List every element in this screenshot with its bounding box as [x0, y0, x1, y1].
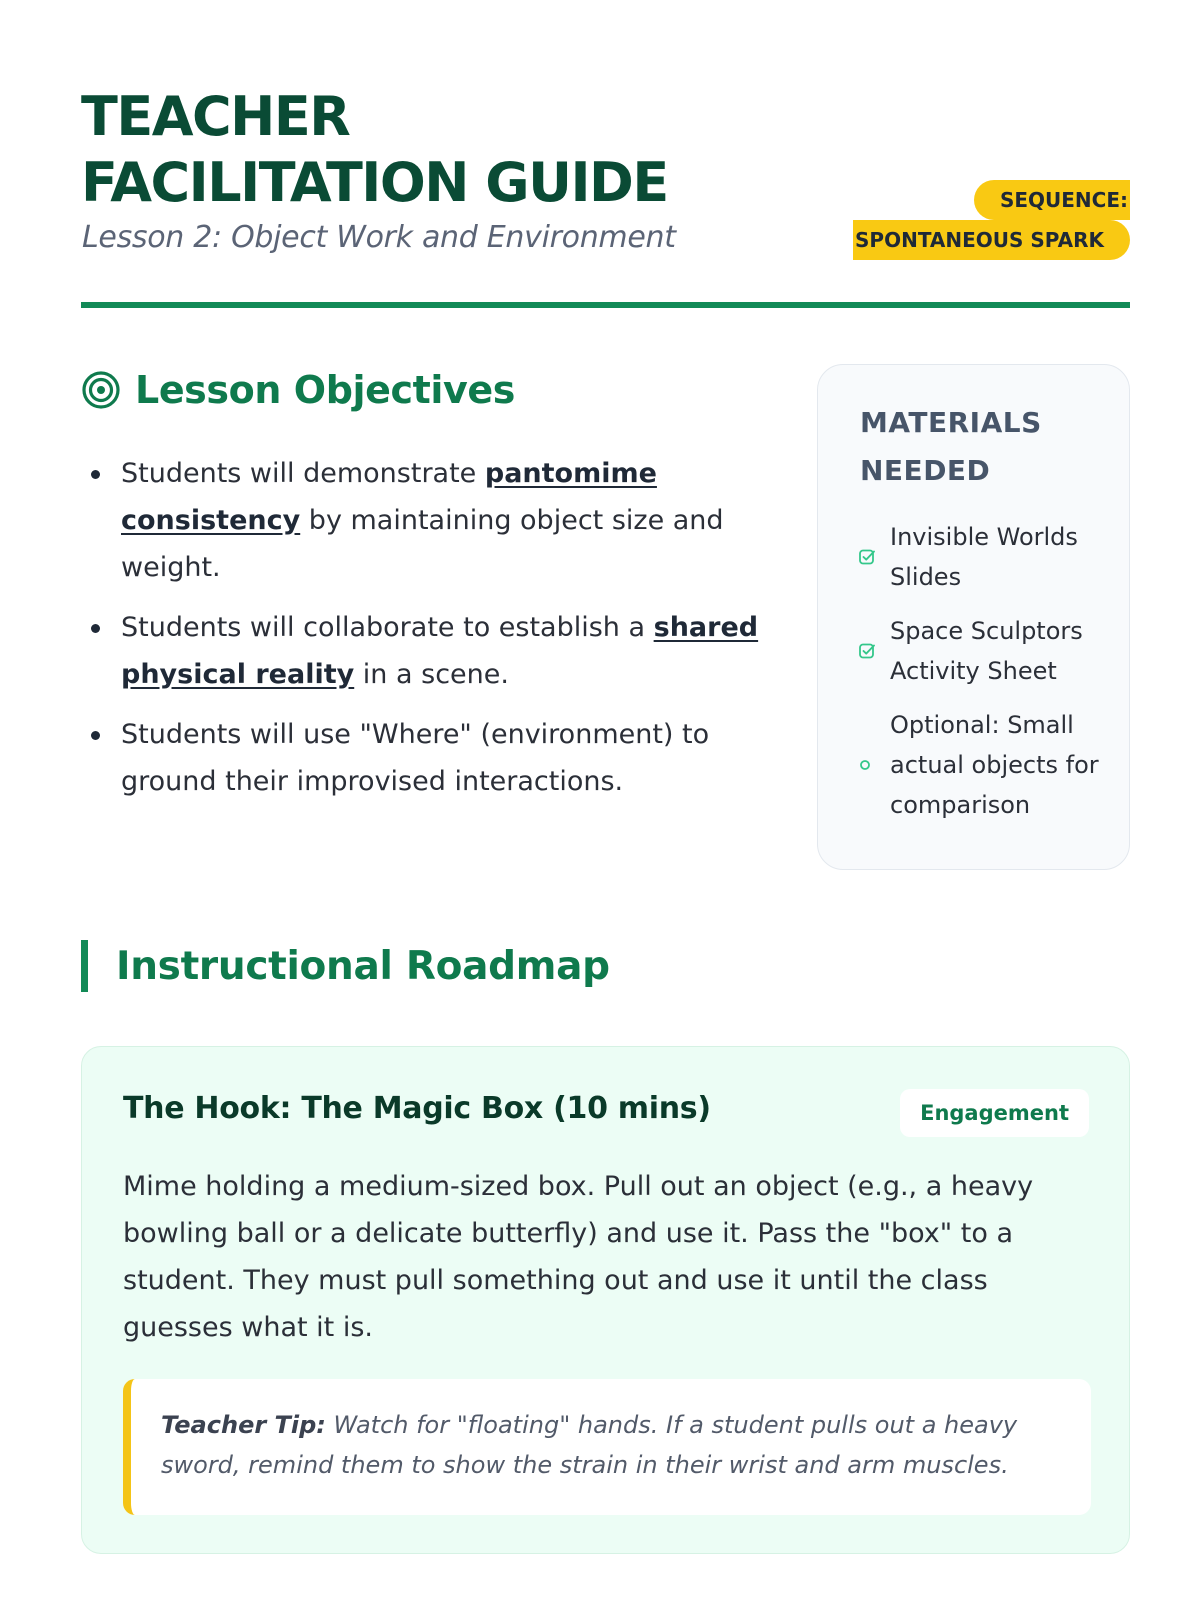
page-subtitle: Lesson 2: Object Work and Environment [82, 220, 676, 255]
objective-item [81, 450, 771, 591]
material-item [858, 517, 1118, 597]
engagement-tag: Engagement [900, 1089, 1089, 1137]
material-text: Optional: Small actual objects for comparison [890, 711, 1099, 819]
material-item [858, 705, 1118, 825]
page-header [81, 84, 1130, 310]
materials-title: MATERIALS NEEDED [860, 406, 1042, 487]
objective-text: by maintaining object size and weight. [121, 505, 724, 583]
page-title-line-2: FACILITATION GUIDE [81, 151, 668, 214]
materials-list [858, 517, 1118, 839]
objectives-title: Lesson Objectives [135, 368, 515, 412]
teacher-tip-text: Watch for "floating" hands. If a student pulls out a heavy sword, remind them to show the strain in their wrist and arm muscles. [161, 1411, 1018, 1479]
sequence-badge-label: SEQUENCE: [974, 180, 1130, 220]
objective-text: in a scene. [354, 659, 509, 690]
material-text: Space Sculptors Activity Sheet [890, 617, 1083, 685]
roadmap-title: Instructional Roadmap [116, 943, 610, 989]
teacher-tip-label: Teacher Tip: [161, 1411, 326, 1439]
objective-keyword: shared physical reality [121, 612, 759, 690]
materials-needed-panel [817, 364, 1130, 870]
target-icon [81, 370, 121, 410]
card-description: Mime holding a medium-sized box. Pull out an object (e.g., a heavy bowling ball or a delicate butterfly) and use it. Pass the "box" to a student. They must pull something out and use it until the class guesses what it is. [123, 1171, 1034, 1343]
objective-text: Students will demonstrate [121, 458, 485, 489]
sequence-badge [840, 180, 1130, 258]
objective-item [81, 711, 771, 805]
material-text: Invisible Worlds Slides [890, 523, 1078, 591]
page-title-line-1: TEACHER [81, 85, 350, 148]
objectives-list [81, 450, 771, 805]
objective-keyword: pantomime consistency [121, 458, 657, 536]
objective-item [81, 604, 771, 698]
sequence-badge-value: SPONTANEOUS SPARK [853, 220, 1130, 260]
material-item [858, 611, 1118, 691]
checkbox-icon [858, 548, 876, 566]
objectives-heading [81, 362, 771, 418]
objective-text: Students will collaborate to establish a [121, 612, 654, 643]
roadmap-card [81, 1046, 1130, 1554]
header-divider [81, 302, 1130, 308]
objective-text: Students will use "Where" (environment) to ground their improvised interactions. [121, 719, 710, 797]
teacher-tip [123, 1379, 1091, 1515]
lesson-objectives-section [81, 362, 771, 818]
checkbox-icon [858, 642, 876, 660]
card-title: The Hook: The Magic Box (10 mins) [123, 1091, 711, 1126]
roadmap-heading [81, 940, 610, 992]
circle-bullet-icon [858, 756, 876, 774]
